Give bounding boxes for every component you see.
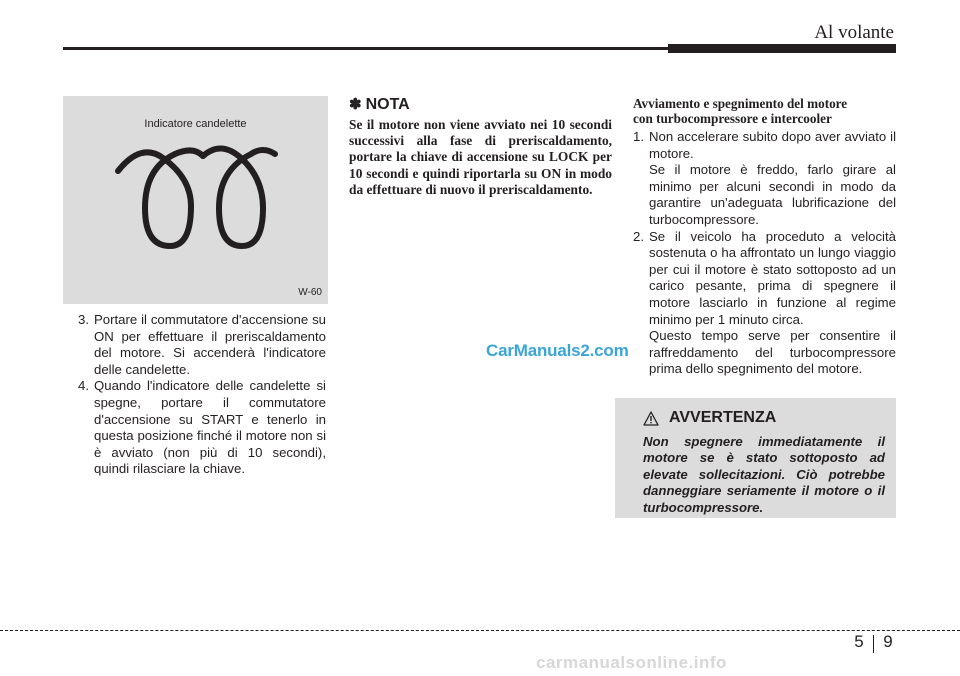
section-title-line-1: Avviamento e spegnimento del motore [633, 96, 848, 111]
warning-title: AVVERTENZA [669, 409, 777, 426]
figure-code: W-60 [298, 287, 322, 298]
item-text: Quando l'indicatore delle candelette si spegne, portare il commutatore d'accensione su START e tenerlo in questa posizione finché il motore non si è avviato (non più di 10 secondi), quindi rilasciare la chiave. [94, 378, 326, 477]
note-title [349, 96, 612, 114]
warning-box [615, 398, 896, 518]
page-number-value: 9 [883, 632, 893, 651]
item-text: Se il veicolo ha proceduto a velocità sostenuta o ha affrontato un lungo viaggio per cui il motore è stato sottoposto ad un carico pesante, prima di spegnere il motore lasciarlo in funzione al regime minimo per 1 minuto circa. [649, 228, 896, 327]
section-title [633, 96, 896, 126]
header-bar [668, 44, 896, 53]
watermark: CarManuals2.com [486, 341, 629, 360]
right-column [633, 96, 896, 378]
list-item [78, 378, 326, 478]
glow-plug-coil-icon [63, 96, 328, 304]
figure-caption: Indicatore candelette [144, 118, 247, 130]
note-title-text: NOTA [365, 96, 410, 113]
left-column [78, 312, 326, 478]
item-number: 2. [633, 228, 644, 244]
item-paragraph: Se il motore è freddo, farlo girare al minimo per alcuni secondi in modo da garantire un'adeguata lubrificazione del turbocompressore. [649, 162, 896, 227]
item-text: Non accelerare subito dopo aver avviato il motore. [649, 129, 896, 161]
item-text: Portare il commutatore d'accensione su ON per effettuare il preriscaldamento del motore. Si accenderà l'indicatore delle candelette. [94, 312, 326, 377]
note-star-icon: ✽ [349, 96, 362, 113]
item-number: 1. [633, 129, 644, 144]
section-number: 5 [854, 632, 864, 651]
item-paragraph: Questo tempo serve per consentire il raffreddamento del turbocompressore prima dello spegnimento del motore. [649, 328, 896, 377]
list-item [633, 229, 896, 329]
page-divider [873, 635, 874, 653]
item-number: 4. [78, 378, 89, 394]
footer-site: carmanualsonline.info [536, 653, 727, 672]
warning-header [643, 409, 776, 427]
warning-triangle-icon [643, 411, 659, 426]
page-number [851, 632, 896, 653]
note-body: Se il motore non viene avviato nei 10 secondi successivi alla fase di preriscaldamento, portare la chiave di accensione su LOCK per 10 secondi e quindi riportarla su ON in modo da effettuare di nuovo il preriscaldamento. [349, 117, 612, 197]
item-number: 3. [78, 312, 89, 327]
header-title: Al volante [814, 22, 894, 43]
list-item [78, 312, 326, 378]
warning-text: Non spegnere immediatamente il motore se è stato sottoposto ad elevate sollecitazioni. Ciò potrebbe danneggiare seriamente il motore o il turbocompressore. [643, 434, 885, 515]
section-title-line-2: con turbocompressore e intercooler [633, 111, 832, 126]
header-rule [63, 47, 670, 50]
figure-panel [63, 96, 328, 304]
list-item [633, 129, 896, 162]
footer-line [0, 630, 960, 631]
note-column [349, 96, 612, 198]
